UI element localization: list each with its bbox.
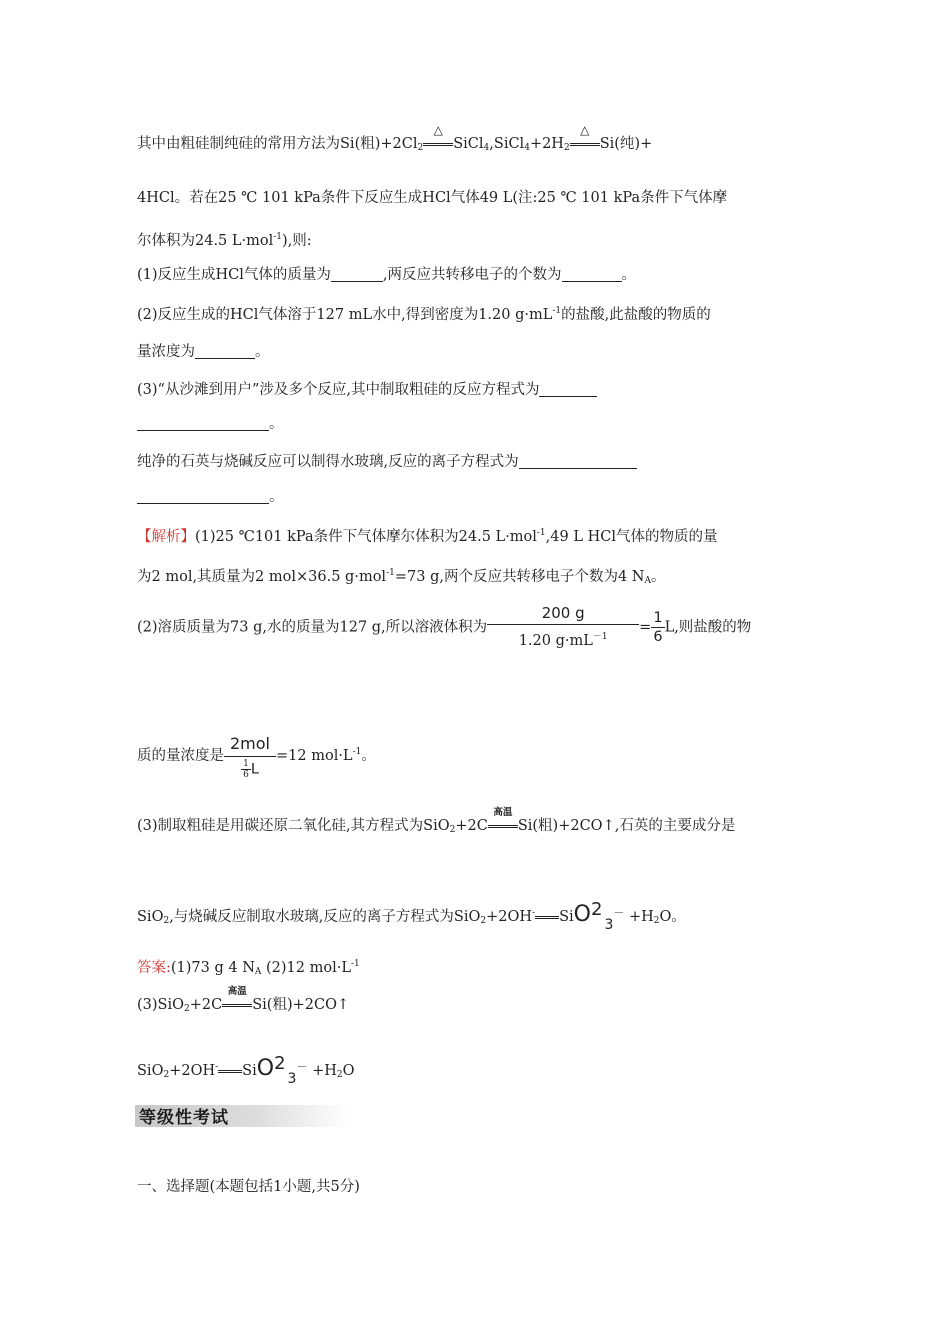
concentration-fraction: 2mol $\frac{1}{6}$ L — [224, 732, 276, 780]
question-3-blank-2: 。 — [137, 487, 284, 507]
question-3-part2: 纯净的石英与烧碱反应可以制得水玻璃,反应的离子方程式为 — [137, 452, 637, 472]
question-3-blank: 。 — [137, 414, 284, 434]
analysis-line-4: 质的量浓度是 2mol $\frac{1}{6}$ L =12 $mol\cdot L^{-1}$。 — [137, 734, 376, 780]
high-temperature-arrow: 高温 — [488, 817, 518, 831]
analysis-tag: 【解析】 — [137, 529, 195, 545]
part-1-title: 一、选择题(本题包括1小题,共5分) — [137, 1179, 360, 1195]
heating-condition-arrow: △ — [423, 135, 453, 149]
question-2-cont: 量浓度为 。 — [137, 344, 270, 360]
equals-arrow — [535, 908, 559, 922]
question-2: (2)反应生成的HCl气体溶于127 mL水中,得到密度为1.20 $g\cdot mL^{-1}$的盐酸,此盐酸的物质的 — [137, 306, 711, 323]
high-temperature-arrow: 高温 — [222, 996, 252, 1010]
volume-fraction: $\frac{200 g}{1.20 g\cdot mL^{-1}}$ — [487, 602, 639, 653]
analysis-line-3: (2)溶质质量为73 g,水的质量为127 g,所以溶液体积为 $\frac{200 g}{1.20 g\cdot mL^{-1}}$ = $\frac{1}{6}$ L,则盐酸的物 — [137, 602, 751, 653]
answer-line-1: 答案:(1)73 g 4 $N_A$ (2)12 $mol\cdot L^{-1}$ — [137, 959, 360, 977]
heating-condition-arrow: △ — [570, 135, 600, 149]
answer-label: 答案: — [137, 960, 171, 976]
intro-line-2: 4HCl。若在25 ℃ 101 kPa条件下反应生成HCl气体49 L(注:25 ℃ 101 kPa条件下气体摩 — [137, 190, 728, 206]
answer-line-3: SiO$_2$+2OH- $SiO23^- +H_2O$ — [137, 1053, 355, 1087]
answer-blank — [331, 267, 383, 282]
answer-blank — [519, 454, 637, 469]
analysis-line-1: 【解析】(1)25 ℃101 kPa条件下气体摩尔体积为24.5 L·mol$^{-1}$,49 L HCl气体的物质的量 — [137, 528, 718, 545]
analysis-line-2: 为2 mol,其质量为2 mol×36.5 g·mol$^{-1}$=73 g,两个反应共转移电子个数为4 $N_A$。 — [137, 568, 666, 586]
section-title: 等级性考试 — [139, 1108, 229, 1128]
one-sixth-fraction: $\frac{1}{6}$ — [653, 610, 663, 645]
equals-arrow — [218, 1062, 242, 1076]
answer-blank — [195, 344, 255, 359]
answer-blank — [539, 382, 597, 397]
question-1: (1)反应生成HCl气体的质量为 ,两反应共转移电子的个数为 。 — [137, 267, 637, 283]
answer-blank — [562, 267, 622, 282]
intro-line-3: 尔体积为24.5 L·mol$^{-1}$),则: — [137, 232, 312, 249]
analysis-line-5: (3)制取粗硅是用碳还原二氧化硅,其方程式为SiO$_2$+2C 高温 Si(粗)+2CO↑,石英的主要成分是 — [137, 807, 736, 835]
answer-blank — [137, 416, 269, 431]
question-3: (3)“从沙滩到用户”涉及多个反应,其中制取粗硅的反应方程式为 — [137, 380, 597, 400]
answer-line-2: (3)SiO$_2$+2C 高温 Si(粗)+2CO↑ — [137, 986, 350, 1014]
section-heading — [135, 1101, 350, 1129]
intro-equation-line: 其中由粗硅制纯硅的常用方法为Si(粗)$+2Cl_2$ △ $SiCl_4,SiCl_4+2H_2$ △ Si(纯)+ — [137, 123, 653, 153]
answer-blank — [137, 489, 269, 504]
analysis-line-6: SiO$_2$,与烧碱反应制取水玻璃,反应的离子方程式为SiO$_2$+2OH- $SiO23^- +H_2O$。 — [137, 899, 686, 933]
